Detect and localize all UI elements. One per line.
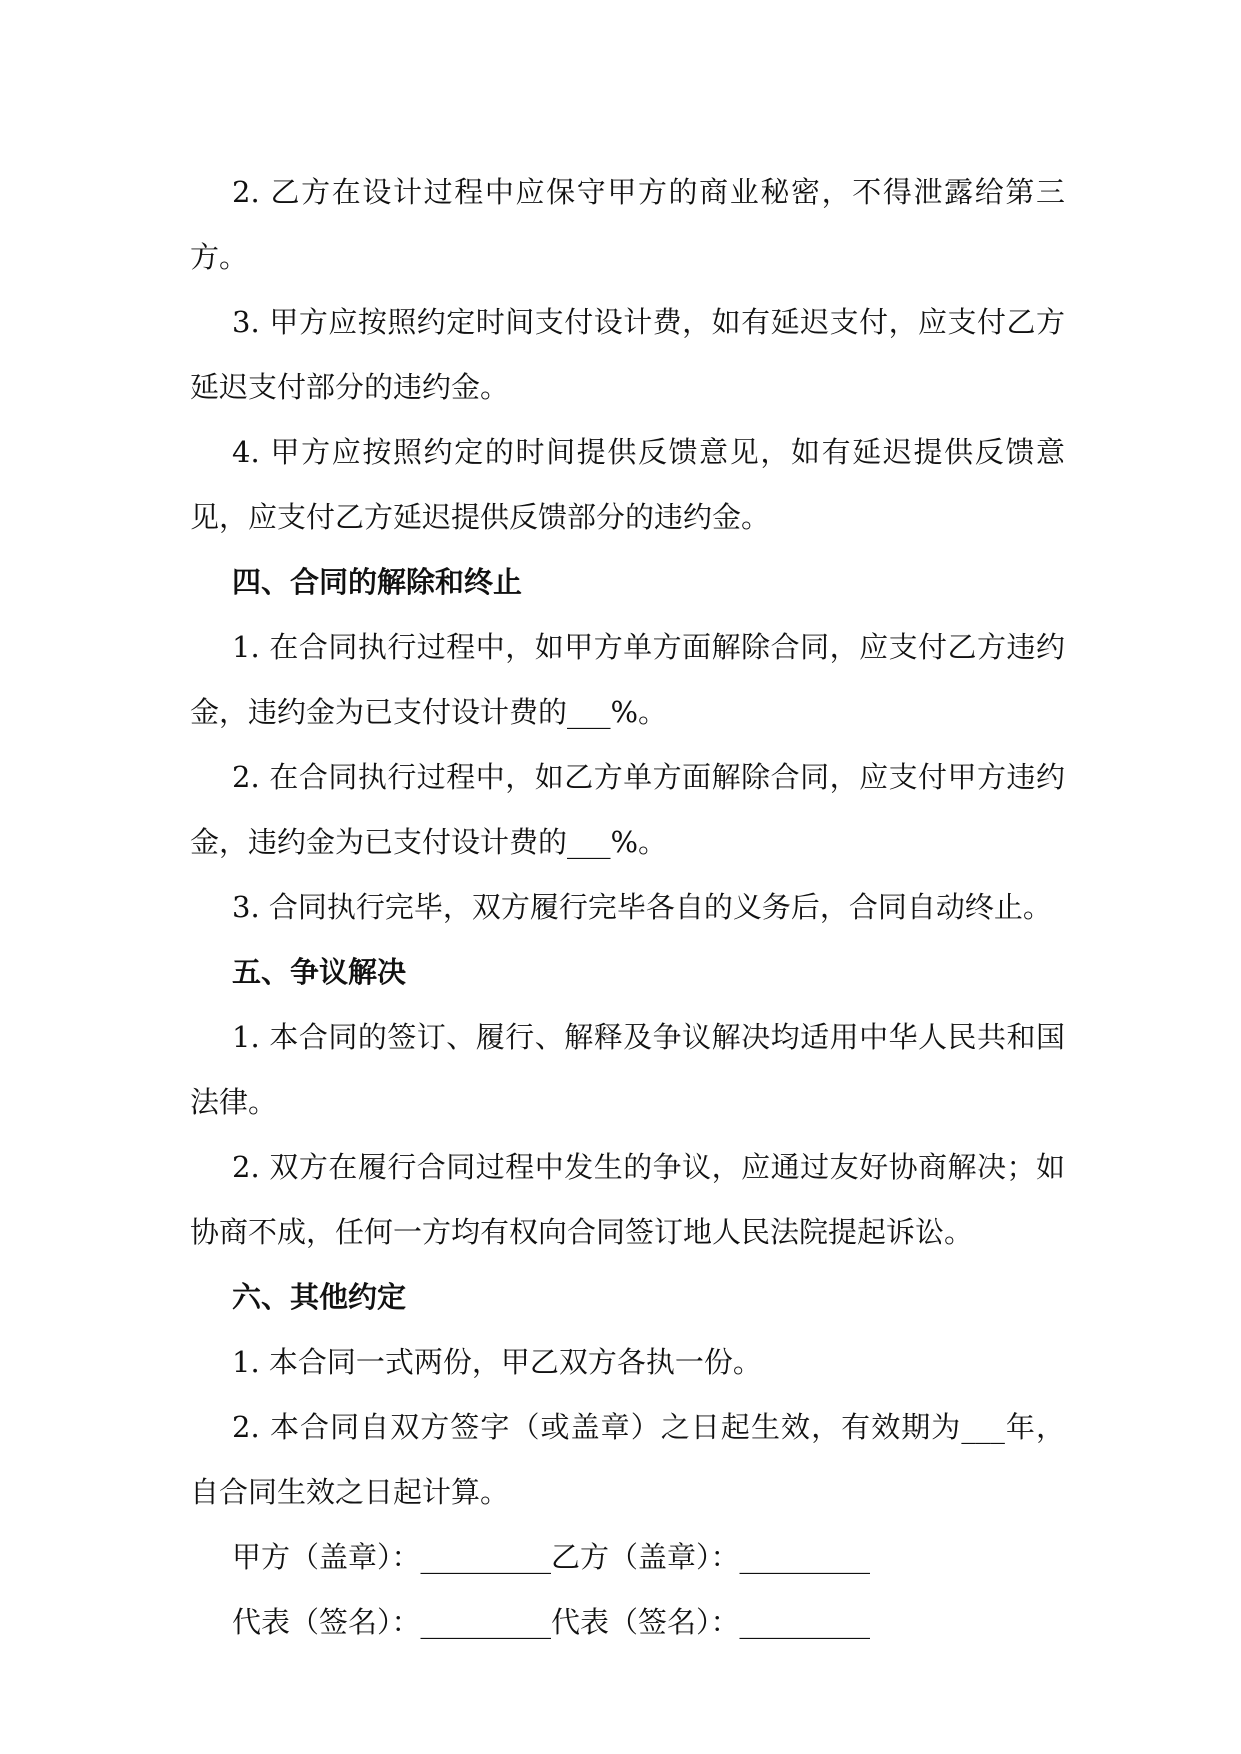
- section-heading-termination: 四、合同的解除和终止: [232, 565, 523, 599]
- section-heading-other: 六、其他约定: [232, 1280, 407, 1314]
- clause-4-3: 3. 合同执行完毕，双方履行完毕各自的义务后，合同自动终止。: [232, 890, 1052, 924]
- clause-3-3: 3. 甲方应按照约定时间支付设计费，如有延迟支付，应支付乙方延迟支付部分的违约金。: [190, 305, 1065, 404]
- clause-5-1: 1. 本合同的签订、履行、解释及争议解决均适用中华人民共和国法律。: [190, 1020, 1065, 1119]
- section-heading-dispute: 五、争议解决: [232, 955, 407, 989]
- rep-b-signature-field: 代表（签名）：_________: [551, 1605, 871, 1639]
- clause-3-4: 4. 甲方应按照约定的时间提供反馈意见，如有延迟提供反馈意见，应支付乙方延迟提供反馈部分的违约金。: [190, 435, 1065, 534]
- clause-6-1: 1. 本合同一式两份，甲乙双方各执一份。: [232, 1345, 762, 1379]
- clause-6-2: 2. 本合同自双方签字（或盖章）之日起生效，有效期为___年，自合同生效之日起计算。: [190, 1410, 1065, 1509]
- clause-5-2: 2. 双方在履行合同过程中发生的争议，应通过友好协商解决；如协商不成，任何一方均有权向合同签订地人民法院提起诉讼。: [190, 1150, 1065, 1249]
- party-b-seal-field: 乙方（盖章）：_________: [551, 1540, 871, 1574]
- clause-4-1: 1. 在合同执行过程中，如甲方单方面解除合同，应支付乙方违约金，违约金为已支付设计费的___%。: [190, 630, 1065, 729]
- document-page: [190, 160, 1065, 1655]
- clause-3-2: 2. 乙方在设计过程中应保守甲方的商业秘密，不得泄露给第三方。: [190, 175, 1065, 274]
- rep-a-signature-field: 代表（签名）：_________: [232, 1605, 552, 1639]
- signature-row: [190, 1590, 1065, 1655]
- party-a-seal-field: 甲方（盖章）：_________: [232, 1540, 552, 1574]
- seal-row: [190, 1525, 1065, 1590]
- clause-4-2: 2. 在合同执行过程中，如乙方单方面解除合同，应支付甲方违约金，违约金为已支付设计费的___%。: [190, 760, 1065, 859]
